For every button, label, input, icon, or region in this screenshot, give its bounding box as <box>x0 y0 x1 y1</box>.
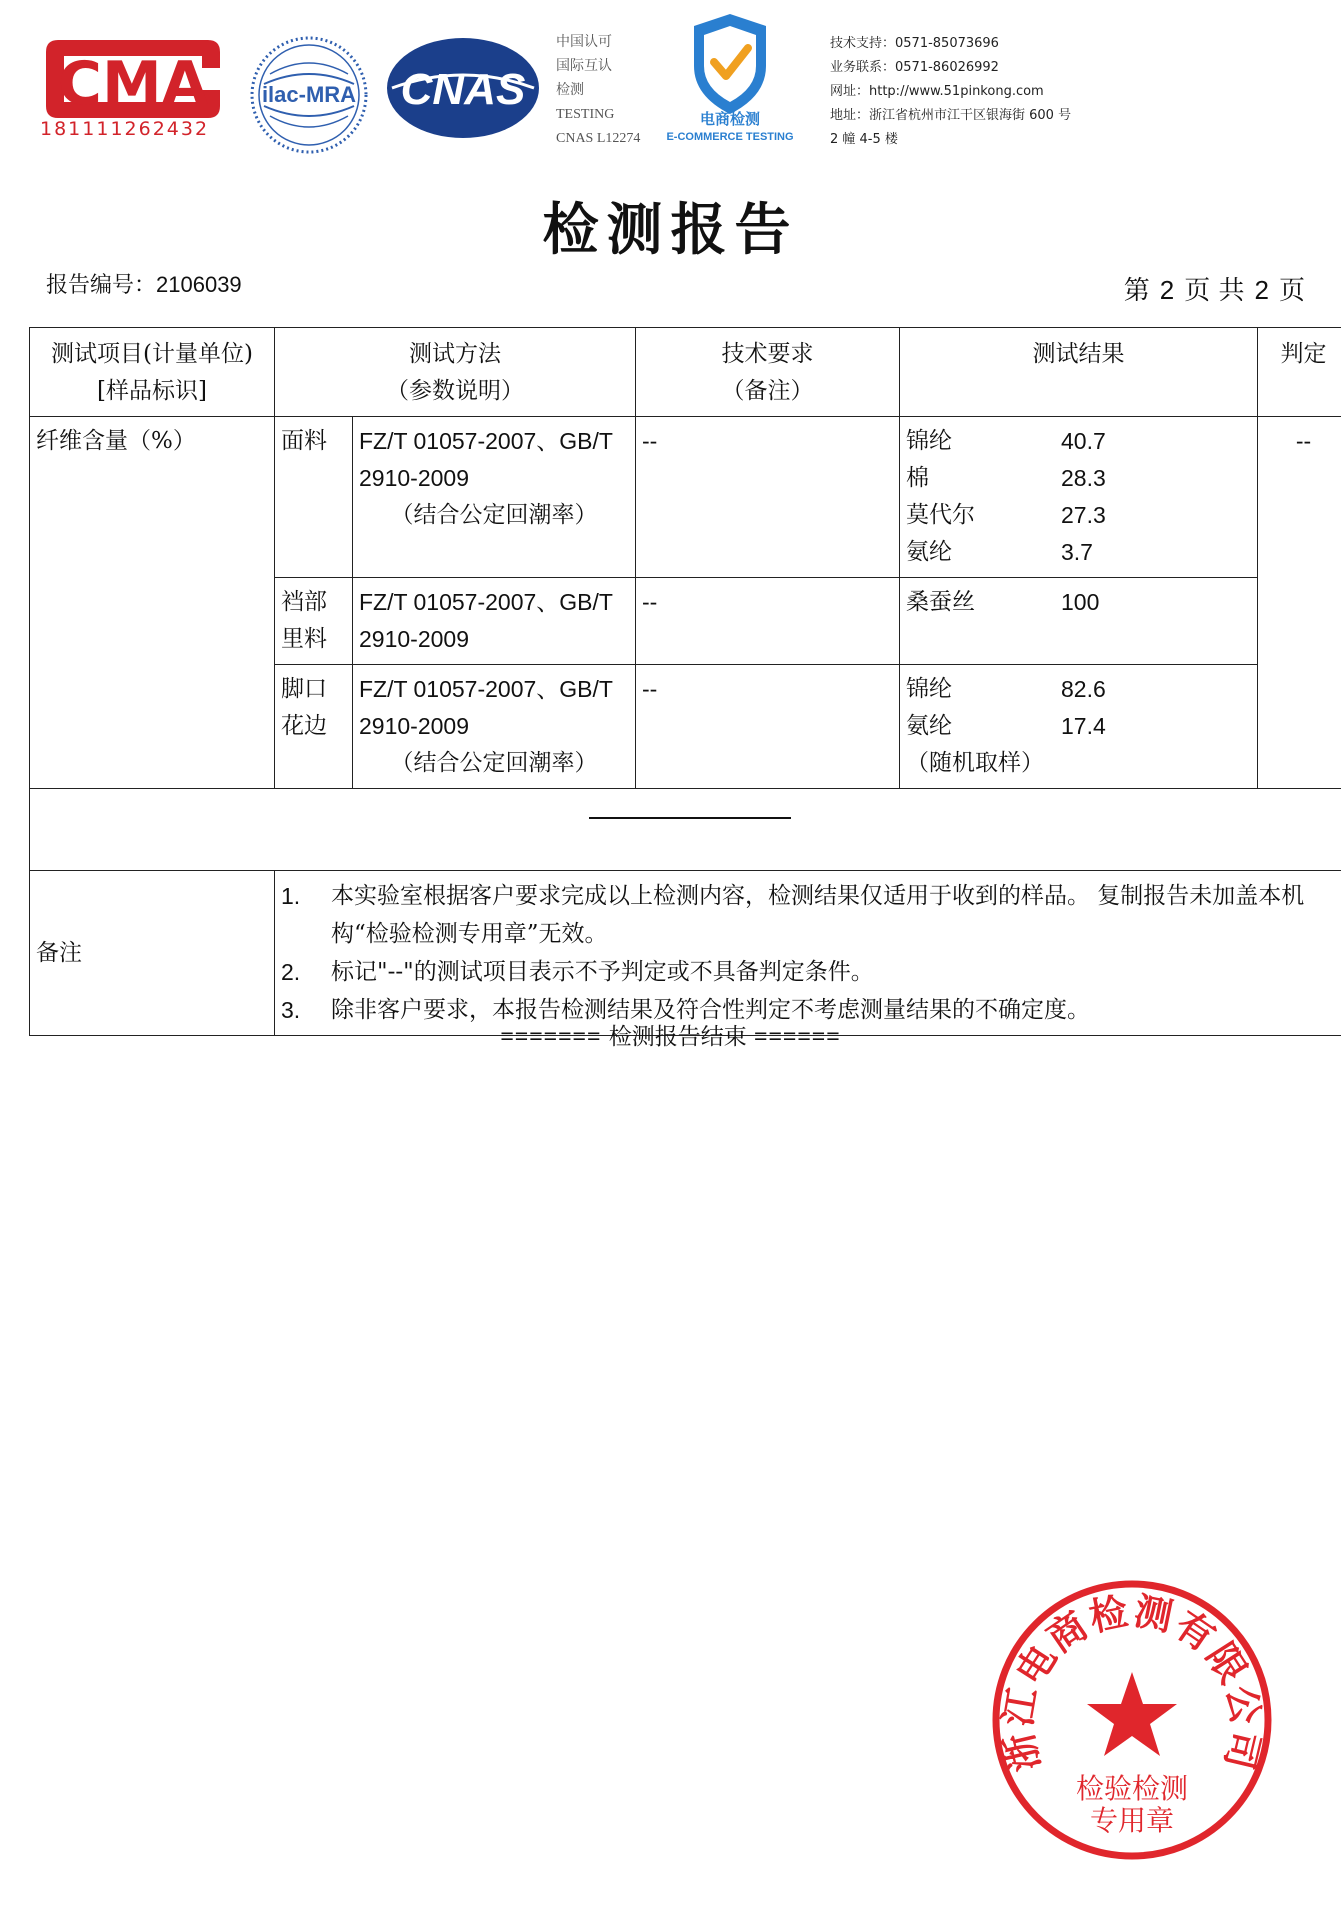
report-number <box>46 268 242 299</box>
table-header-row <box>30 328 1341 417</box>
judgement-cell: -- <box>1258 417 1341 789</box>
page-info <box>1041 270 1341 307</box>
address-line-1: 地址：浙江省杭州市江干区银海街 600 号 <box>830 108 1072 123</box>
separator-line <box>589 817 791 819</box>
separator-row <box>30 789 1341 871</box>
part-cell: 裆部里料 <box>275 578 353 665</box>
page-suffix: 页 <box>1278 276 1305 306</box>
method-cell: FZ/T 01057-2007、GB/T 2910-2009 （结合公定回潮率） <box>353 417 636 578</box>
cnas-side-line-3: 检测 <box>556 83 584 98</box>
result-line: 棉 28.3 <box>906 465 1106 491</box>
result-line: 莫代尔 27.3 <box>906 502 1106 528</box>
page-middle: 页 共 <box>1184 276 1245 306</box>
cnas-side-line-4: TESTING <box>556 107 615 122</box>
result-cell <box>900 665 1258 789</box>
part-cell: 面料 <box>275 417 353 578</box>
cma-logo-text: CMA <box>57 49 209 119</box>
requirement-cell: -- <box>636 578 900 665</box>
result-cell <box>900 417 1258 578</box>
ecommerce-testing-logo <box>660 10 800 142</box>
report-number-label: 报告编号： <box>46 273 157 298</box>
remarks-cell <box>275 871 1341 1036</box>
result-line: 桑蚕丝 100 <box>906 589 1100 615</box>
address-line-2: 2 幢 4-5 楼 <box>830 132 898 147</box>
header-requirement: 技术要求 （备注） <box>636 328 900 417</box>
requirement-cell: -- <box>636 665 900 789</box>
header-result: 测试结果 <box>900 328 1258 417</box>
table-row <box>30 417 1341 578</box>
cnas-side-line-5: CNAS L12274 <box>556 131 641 146</box>
header-item: 测试项目(计量单位) [样品标识] <box>30 328 275 417</box>
page-total: 2 <box>1254 275 1269 305</box>
seal-company-name: 浙江电商检测有限公司 <box>994 1587 1270 1776</box>
report-end-marker: ======= 检测报告结束 ====== <box>500 1023 841 1050</box>
page-current: 2 <box>1159 275 1175 305</box>
requirement-cell: -- <box>636 417 900 578</box>
report-number-value: 2106039 <box>156 272 242 297</box>
cnas-side-line-1: 中国认可 <box>556 35 612 50</box>
contact-info <box>830 32 1071 152</box>
business-line: 业务联系：0571-86026992 <box>830 60 999 75</box>
remark-item: 3. 除非客户要求，本报告检测结果及符合性判定不考虑测量结果的不确定度。 <box>281 997 1090 1023</box>
result-table <box>29 327 1341 1036</box>
separator-cell <box>30 789 1341 871</box>
website-line: 网址：http://www.51pinkong.com <box>830 84 1044 99</box>
cnas-logo <box>384 32 542 142</box>
remarks-label: 备注 <box>30 871 275 1036</box>
test-item-cell: 纤维含量（%） <box>30 417 275 789</box>
ecommerce-logo-cn: 电商检测 <box>699 110 761 128</box>
header-method: 测试方法 （参数说明） <box>275 328 636 417</box>
remark-item: 2. 标记"--"的测试项目表示不予判定或不具备判定条件。 <box>281 959 874 985</box>
method-cell: FZ/T 01057-2007、GB/T 2910-2009 （结合公定回潮率） <box>353 665 636 789</box>
ilac-mra-logo <box>248 34 370 156</box>
ecommerce-logo-en: E-COMMERCE TESTING <box>666 131 794 142</box>
tech-support-line: 技术支持：0571-85073696 <box>830 36 999 51</box>
cnas-logo-text: CNAS <box>400 65 526 114</box>
seal-line-2: 专用章 <box>1089 1804 1175 1837</box>
seal-star-icon <box>1087 1672 1177 1756</box>
part-cell: 脚口花边 <box>275 665 353 789</box>
company-seal <box>990 1578 1274 1862</box>
seal-line-1: 检验检测 <box>1075 1772 1189 1805</box>
remark-item: 1. 本实验室根据客户要求完成以上检测内容，检测结果仅适用于收到的样品。 复制报告未加盖本机构“检验检测专用章”无效。 <box>281 883 1305 947</box>
remarks-row <box>30 871 1341 1036</box>
cma-number: 181111262432 <box>40 118 210 140</box>
report-title: 检测报告 <box>542 197 799 263</box>
result-cell <box>900 578 1258 665</box>
result-line: 氨纶 3.7 <box>906 539 1093 565</box>
result-line: 氨纶 17.4 <box>906 713 1106 739</box>
method-cell: FZ/T 01057-2007、GB/T 2910-2009 <box>353 578 636 665</box>
result-line: 锦纶 40.7 <box>906 428 1106 454</box>
result-note: （随机取样） <box>906 750 1044 776</box>
header-judgement: 判定 <box>1258 328 1341 417</box>
cnas-side-line-2: 国际互认 <box>556 59 612 74</box>
ilac-logo-text: ilac-MRA <box>261 82 357 107</box>
page-prefix: 第 <box>1123 276 1150 306</box>
result-line: 锦纶 82.6 <box>906 676 1106 702</box>
